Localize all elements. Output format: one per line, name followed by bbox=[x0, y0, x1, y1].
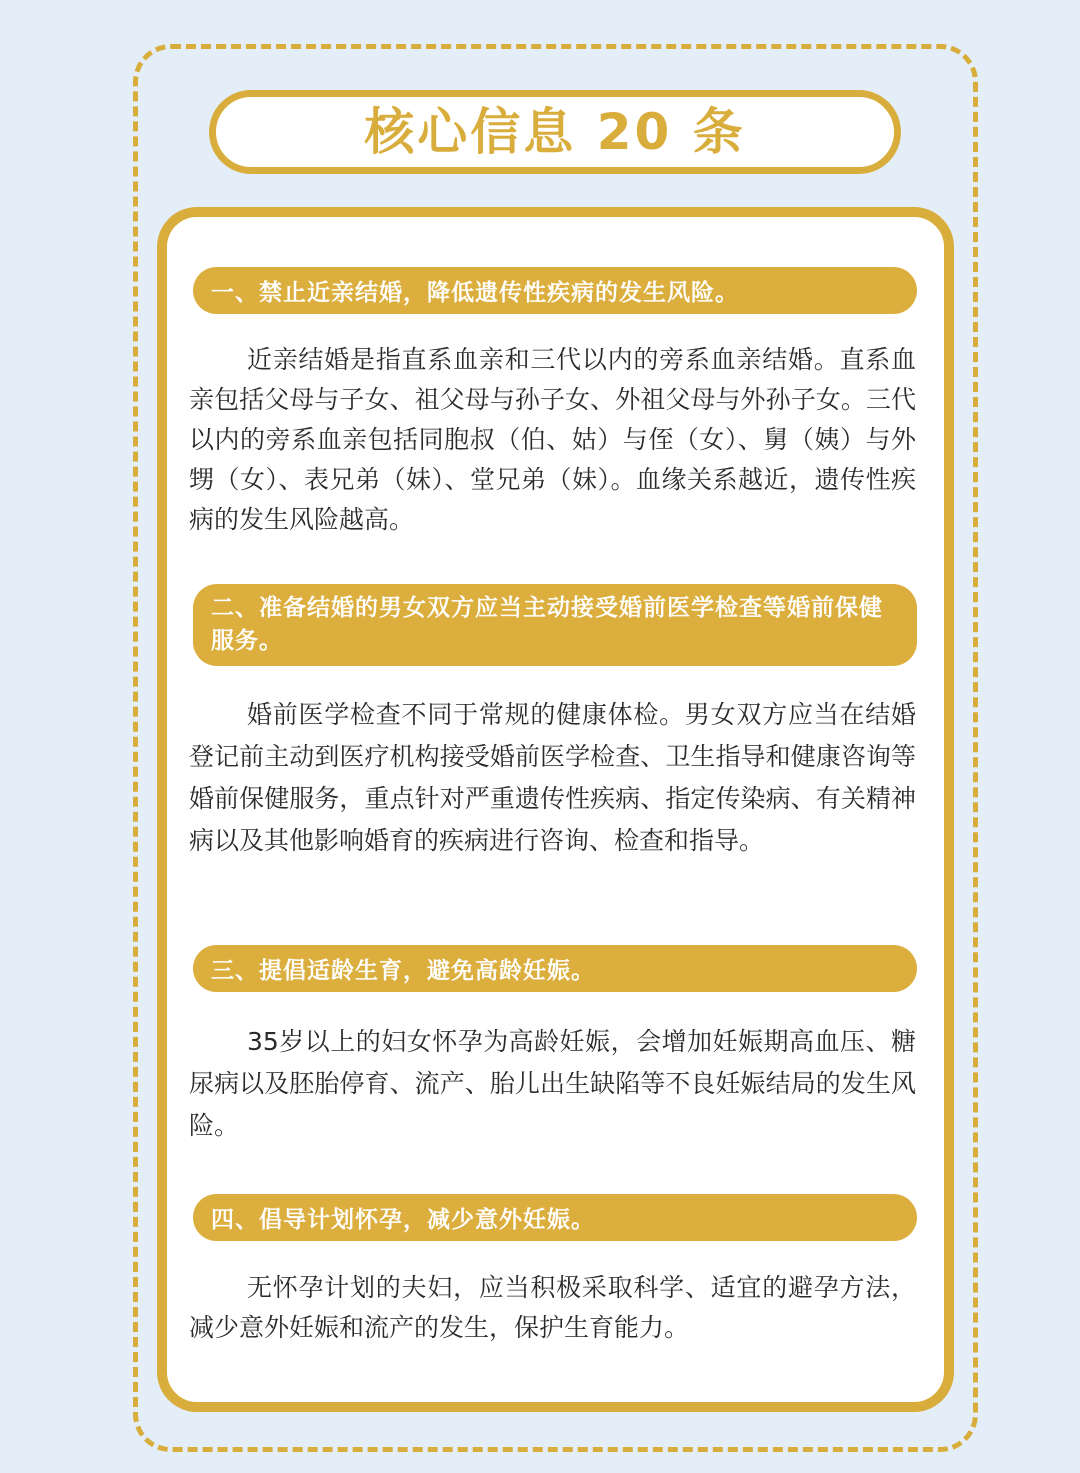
section-heading-3: 三、提倡适龄生育，避免高龄妊娠。 bbox=[193, 945, 917, 992]
section-heading-2: 二、准备结婚的男女双方应当主动接受婚前医学检查等婚前保健服务。 bbox=[193, 584, 917, 666]
section-heading-4: 四、倡导计划怀孕，减少意外妊娠。 bbox=[193, 1194, 917, 1241]
section-heading-1: 一、禁止近亲结婚，降低遗传性疾病的发生风险。 bbox=[193, 267, 917, 314]
section-body-4: 无怀孕计划的夫妇，应当积极采取科学、适宜的避孕方法，减少意外妊娠和流产的发生，保护生育能力。 bbox=[189, 1273, 916, 1342]
section-body-2: 婚前医学检查不同于常规的健康体检。男女双方应当在结婚登记前主动到医疗机构接受婚前医学检查、卫生指导和健康咨询等婚前保健服务，重点针对严重遗传性疾病、指定传染病、有关精神病以及其他影响婚育的疾病进行咨询、检查和指导。 bbox=[189, 700, 916, 855]
page-title: 核心信息 20 条 bbox=[364, 103, 746, 161]
title-banner bbox=[209, 90, 901, 174]
section-body-1: 近亲结婚是指直系血亲和三代以内的旁系血亲结婚。直系血亲包括父母与子女、祖父母与孙子女、外祖父母与外孙子女。三代以内的旁系血亲包括同胞叔（伯、姑）与侄（女）、舅（姨）与外甥（女）、表兄弟（妹）、堂兄弟（妹）。血缘关系越近，遗传性疾病的发生风险越高。 bbox=[189, 345, 916, 534]
section-body-3: 35岁以上的妇女怀孕为高龄妊娠，会增加妊娠期高血压、糖尿病以及胚胎停育、流产、胎儿出生缺陷等不良妊娠结局的发生风险。 bbox=[189, 1027, 916, 1140]
